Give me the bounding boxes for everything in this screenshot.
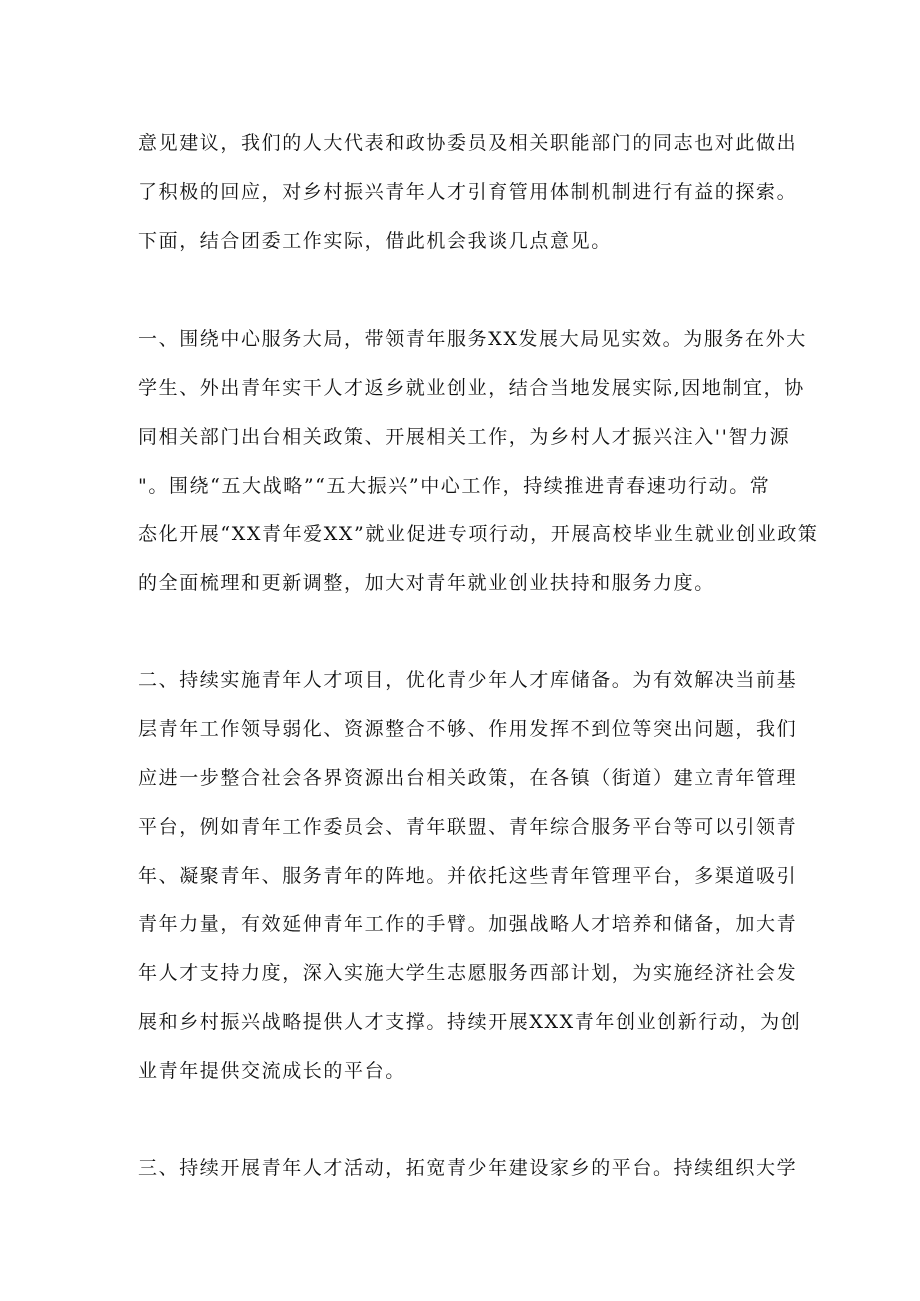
text-line: 年、凝聚青年、服务青年的阵地。并依托这些青年管理平台，多渠道吸引 [138, 865, 798, 887]
text-line: 应进一步整合社会各界资源出台相关政策，在各镇（街道）建立青年管理 [138, 767, 798, 789]
text-line: 展和乡村振兴战略提供人才支撑。持续开展XXX青年创业创新行动，为创 [138, 1011, 802, 1033]
text-line: 三、持续开展青年人才活动，拓宽青少年建设家乡的平台。持续组织大学 [138, 1157, 798, 1179]
text-line: 态化开展“XX青年爱XX”就业促进专项行动，开展高校毕业生就业创业政策 [138, 523, 819, 545]
text-line: 平台，例如青年工作委员会、青年联盟、青年综合服务平台等可以引领青 [138, 816, 798, 838]
text-line: 年人才支持力度，深入实施大学生志愿服务西部计划，为实施经济社会发 [138, 962, 798, 984]
text-line: 的全面梳理和更新调整，加大对青年就业创业扶持和服务力度。 [138, 572, 715, 594]
text-line: 了积极的回应，对乡村振兴青年人才引育管用体制机制进行有益的探索。 [138, 181, 798, 203]
text-line: 一、围绕中心服务大局，带领青年服务XX发展大局见实效。为服务在外大 [138, 328, 807, 350]
text-line: "。围绕“五大战略”“五大振兴”中心工作，持续推进青春速功行动。常 [138, 475, 771, 497]
text-line: 层青年工作领导弱化、资源整合不够、作用发挥不到位等突出问题，我们 [138, 718, 798, 740]
text-line: 学生、外出青年实干人才返乡就业创业，结合当地发展实际,因地制宜，协 [138, 377, 805, 399]
text-line: 意见建议，我们的人大代表和政协委员及相关职能部门的同志也对此做出 [138, 132, 798, 154]
text-line: 业青年提供交流成长的平台。 [138, 1060, 406, 1082]
text-line: 青年力量，有效延伸青年工作的手臂。加强战略人才培养和储备，加大青 [138, 913, 798, 935]
text-line: 二、持续实施青年人才项目，优化青少年人才库储备。为有效解决当前基 [138, 669, 798, 691]
text-line: 同相关部门出台相关政策、开展相关工作，为乡村人才振兴注入''智力源 [138, 426, 791, 448]
text-line: 下面，结合团委工作实际，借此机会我谈几点意见。 [138, 230, 612, 252]
